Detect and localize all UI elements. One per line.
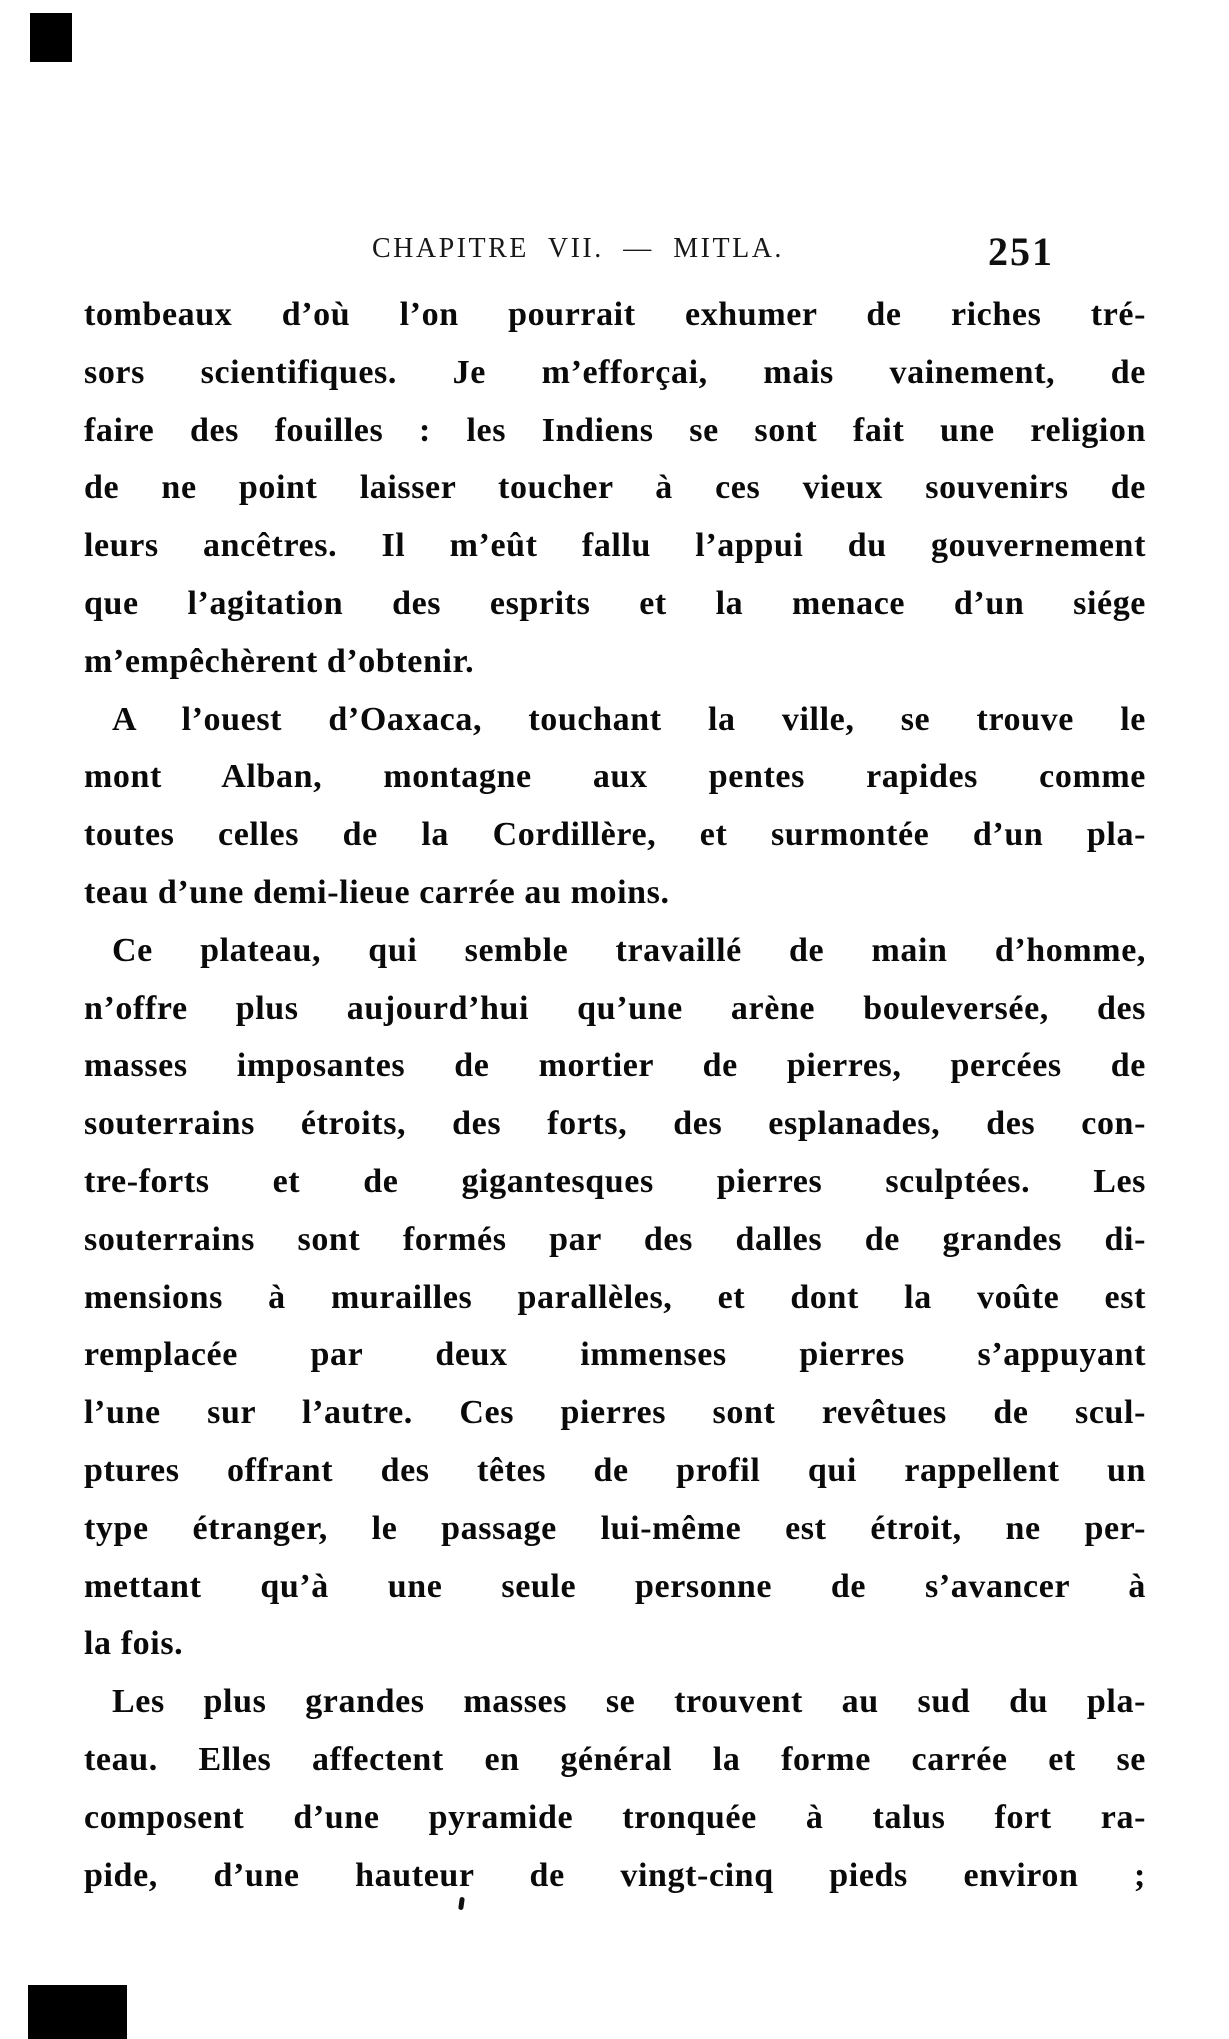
running-header: CHAPITRE VII. — MITLA.	[372, 233, 784, 264]
text-line: A l’ouest d’Oaxaca, touchant la ville, se trouve le	[112, 700, 1146, 738]
text-line: tombeaux d’où l’on pourrait exhumer de riches tré-	[84, 296, 1146, 333]
page-number: 251	[988, 229, 1054, 274]
text-line: n’offre plus aujourd’hui qu’une arène bouleversée, des	[84, 989, 1146, 1027]
text-line: Ce plateau, qui semble travaillé de main d’homme,	[112, 931, 1146, 969]
text-line: composent d’une pyramide tronquée à talus fort ra-	[84, 1798, 1146, 1836]
text-line: pide, d’une hauteur de vingt-cinq pieds environ ;	[84, 1856, 1146, 1894]
body-text	[84, 286, 1146, 1904]
text-line: tre-forts et de gigantesques pierres sculptées. Les	[84, 1162, 1146, 1200]
text-line: toutes celles de la Cordillère, et surmontée d’un pla-	[84, 816, 1146, 854]
text-line: mettant qu’à une seule personne de s’avancer à	[84, 1567, 1146, 1605]
paragraph	[84, 1673, 1146, 1904]
text-line: leurs ancêtres. Il m’eût fallu l’appui du gouvernement	[84, 527, 1146, 565]
text-line: sors scientifiques. Je m’efforçai, mais vainement, de	[84, 353, 1146, 391]
text-line: remplacée par deux immenses pierres s’appuyant	[84, 1336, 1146, 1374]
ink-speck	[458, 1897, 465, 1911]
text-line: teau d’une demi-lieue carrée au moins.	[84, 873, 670, 911]
text-line: faire des fouilles : les Indiens se sont fait une religion	[84, 411, 1146, 449]
paragraph	[84, 286, 1146, 691]
scan-artifact-bottom-left	[28, 1985, 127, 2039]
text-line: l’une sur l’autre. Ces pierres sont revêtues de scul-	[84, 1394, 1146, 1432]
text-line: mont Alban, montagne aux pentes rapides comme	[84, 758, 1146, 796]
text-line: Les plus grandes masses se trouvent au sud du pla-	[112, 1683, 1146, 1721]
paragraph	[84, 922, 1146, 1673]
text-line: la fois.	[84, 1625, 184, 1663]
text-line: ptures offrant des têtes de profil qui rappellent un	[84, 1451, 1146, 1489]
text-line: m’empêchèrent d’obtenir.	[84, 642, 475, 680]
text-line: de ne point laisser toucher à ces vieux souvenirs de	[84, 469, 1146, 507]
scan-artifact-top-left	[30, 13, 72, 62]
text-line: souterrains sont formés par des dalles de grandes di-	[84, 1220, 1146, 1258]
text-line: type étranger, le passage lui-même est étroit, ne per-	[84, 1509, 1146, 1547]
text-line: souterrains étroits, des forts, des esplanades, des con-	[84, 1105, 1146, 1143]
text-line: masses imposantes de mortier de pierres, percées de	[84, 1047, 1146, 1085]
text-line: teau. Elles affectent en général la forme carrée et se	[84, 1740, 1146, 1778]
paragraph	[84, 691, 1146, 922]
text-line: que l’agitation des esprits et la menace d’un siége	[84, 584, 1146, 622]
text-line: mensions à murailles parallèles, et dont la voûte est	[84, 1278, 1146, 1316]
